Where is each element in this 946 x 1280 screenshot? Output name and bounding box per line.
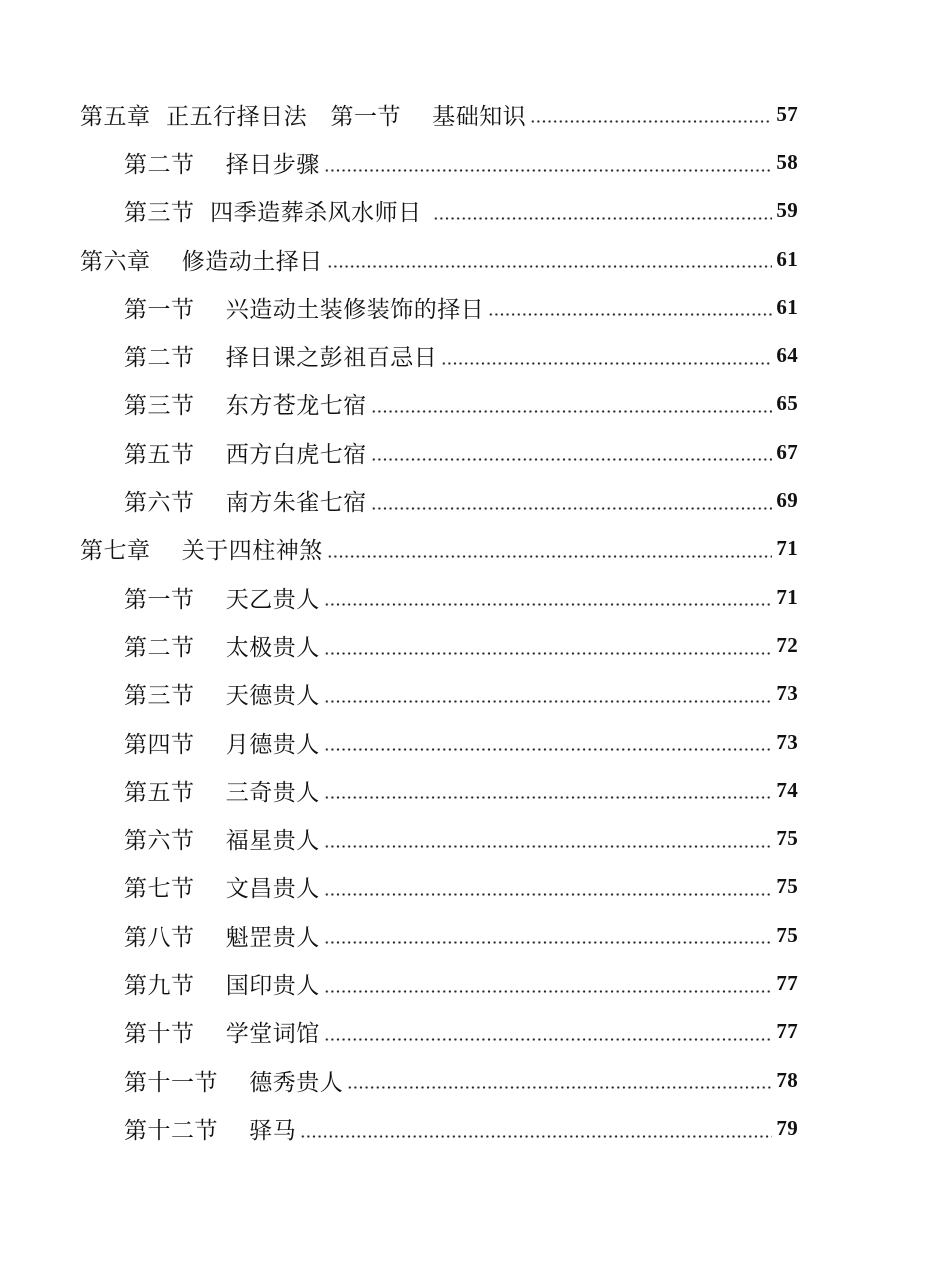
toc-section-entry[interactable] [0,863,946,911]
dot-leader [324,169,773,172]
toc-entry-title: 第一节 天乙贵人 [124,586,320,613]
toc-entry-title: 第三节 四季造葬杀风水师日 [124,200,430,227]
toc-section-entry[interactable] [0,718,946,766]
table-of-contents [0,90,946,1153]
dot-leader [371,410,773,413]
toc-entry-title: 第一节 兴造动土装修装饰的择日 [124,296,485,323]
dot-leader [347,1086,772,1089]
toc-section-entry[interactable] [0,573,946,621]
toc-entry-title: 第三节 东方苍龙七宿 [124,393,367,420]
dot-leader [300,1135,772,1138]
toc-section-entry[interactable] [0,380,946,428]
dot-leader [371,507,773,510]
toc-section-entry[interactable] [0,138,946,186]
toc-page-number: 59 [776,198,798,223]
toc-entry-title: 第四节 月德贵人 [124,731,320,758]
toc-entry-title: 第七节 文昌贵人 [124,876,320,903]
toc-entry-title: 第五章 正五行择日法 第一节 基础知识 [80,103,527,130]
toc-page-number: 69 [776,488,798,513]
toc-page-number: 71 [776,536,798,561]
toc-page-number: 57 [776,101,798,126]
toc-entry-title: 第二节 择日步骤 [124,151,320,178]
toc-page-number: 78 [776,1067,798,1092]
toc-page-number: 58 [776,149,798,174]
dot-leader [324,990,773,993]
toc-entry-title: 第八节 魁罡贵人 [124,924,320,951]
toc-entry-title: 第九节 国印贵人 [124,972,320,999]
toc-entry-title: 第六章 修造动土择日 [80,248,323,275]
toc-section-entry[interactable] [0,283,946,331]
dot-leader [324,941,773,944]
toc-entry-title: 第二节 择日课之彭祖百忌日 [124,345,438,372]
toc-page-number: 73 [776,729,798,754]
dot-leader [324,1038,773,1041]
toc-section-entry[interactable] [0,670,946,718]
toc-section-entry[interactable] [0,814,946,862]
dot-leader [324,700,773,703]
toc-entry-title: 第七章 关于四柱神煞 [80,538,323,565]
toc-page-number: 77 [776,970,798,995]
toc-page-number: 67 [776,439,798,464]
dot-leader [324,796,773,799]
toc-entry-title: 第五节 西方白虎七宿 [124,441,367,468]
toc-entry-title: 第十节 学堂词馆 [124,1021,320,1048]
toc-chapter-7[interactable] [0,525,946,573]
toc-page-number: 74 [776,777,798,802]
toc-page-number: 61 [776,246,798,271]
dot-leader [324,652,773,655]
toc-section-entry[interactable] [0,621,946,669]
toc-entry-title: 第五节 三奇贵人 [124,779,320,806]
dot-leader [324,603,773,606]
toc-section-entry[interactable] [0,331,946,379]
toc-section-entry[interactable] [0,766,946,814]
toc-page-number: 72 [776,632,798,657]
toc-page-number: 64 [776,343,798,368]
toc-section-entry[interactable] [0,1104,946,1152]
toc-entry-title: 第六节 福星贵人 [124,828,320,855]
toc-page-number: 65 [776,391,798,416]
dot-leader [371,458,773,461]
toc-page-number: 73 [776,681,798,706]
toc-page-number: 71 [776,584,798,609]
dot-leader [441,362,772,365]
toc-section-entry[interactable] [0,911,946,959]
toc-section-entry[interactable] [0,428,946,476]
dot-leader [530,120,772,123]
toc-section-entry[interactable] [0,1008,946,1056]
dot-leader [488,313,772,316]
toc-section-entry[interactable] [0,476,946,524]
toc-chapter-6[interactable] [0,235,946,283]
toc-entry-title: 第十一节 德秀贵人 [124,1069,344,1096]
toc-section-entry[interactable] [0,1056,946,1104]
dot-leader [324,845,773,848]
toc-section-entry[interactable] [0,959,946,1007]
toc-page-number: 79 [776,1115,798,1140]
toc-page-number: 75 [776,874,798,899]
toc-chapter-5[interactable] [0,90,946,138]
dot-leader [433,217,772,220]
toc-entry-title: 第六节 南方朱雀七宿 [124,490,367,517]
dot-leader [324,893,773,896]
toc-page-number: 77 [776,1019,798,1044]
toc-page-number: 75 [776,922,798,947]
dot-leader [324,748,773,751]
dot-leader [327,555,773,558]
toc-page-number: 75 [776,826,798,851]
toc-entry-title: 第三节 天德贵人 [124,683,320,710]
dot-leader [327,265,773,268]
toc-page-number: 61 [776,294,798,319]
toc-entry-title: 第二节 太极贵人 [124,634,320,661]
toc-section-entry[interactable] [0,187,946,235]
toc-entry-title: 第十二节 驿马 [124,1117,297,1144]
